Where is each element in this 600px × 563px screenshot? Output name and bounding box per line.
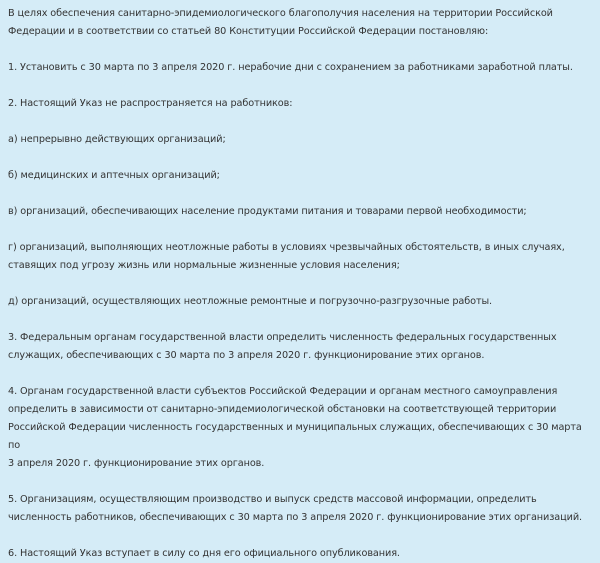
paragraph-4: 4. Органам государственной власти субъектов Российской Федерации и органам местного самоуправления определить в зависимости от санитарно-эпидемиологической обстановки на соответствующей территории Российской Федерации численность государственных и муниципальных служащих, обеспечивающих с 30 марта по 3 апреля 2020 г. функционирование этих органов. [8,386,582,469]
paragraph-2g: г) организаций, выполняющих неотложные работы в условиях чрезвычайных обстоятельств, в иных случаях, ставящих под угрозу жизнь или нормальные жизненные условия населения; [8,242,565,271]
paragraph-2d: д) организаций, осуществляющих неотложные ремонтные и погрузочно-разгрузочные работы. [8,296,493,307]
paragraph-5: 5. Организациям, осуществляющим производство и выпуск средств массовой информации, определить численность работников, обеспечивающих с 30 марта по 3 апреля 2020 г. функционирование этих организаций. [8,494,582,523]
paragraph-1: 1. Установить с 30 марта по 3 апреля 2020 г. нерабочие дни с сохранением за работниками заработной платы. [8,62,573,73]
paragraph-2: 2. Настоящий Указ не распространяется на работников: [8,98,293,109]
paragraph-6: 6. Настоящий Указ вступает в силу со дня его официального опубликования. [8,548,400,559]
paragraph-2b: б) медицинских и аптечных организаций; [8,170,220,181]
paragraph-2v: в) организаций, обеспечивающих население продуктами питания и товарами первой необходимости; [8,206,527,217]
paragraph-2a: а) непрерывно действующих организаций; [8,134,226,145]
paragraph-preamble: В целях обеспечения санитарно-эпидемиологического благополучия населения на территории Российской Федерации и в соответствии со статьей 80 Конституции Российской Федерации постановляю: [8,8,553,37]
paragraph-3: 3. Федеральным органам государственной власти определить численность федеральных государственных служащих, обеспечивающих с 30 марта по 3 апреля 2020 г. функционирование этих органов. [8,332,557,361]
